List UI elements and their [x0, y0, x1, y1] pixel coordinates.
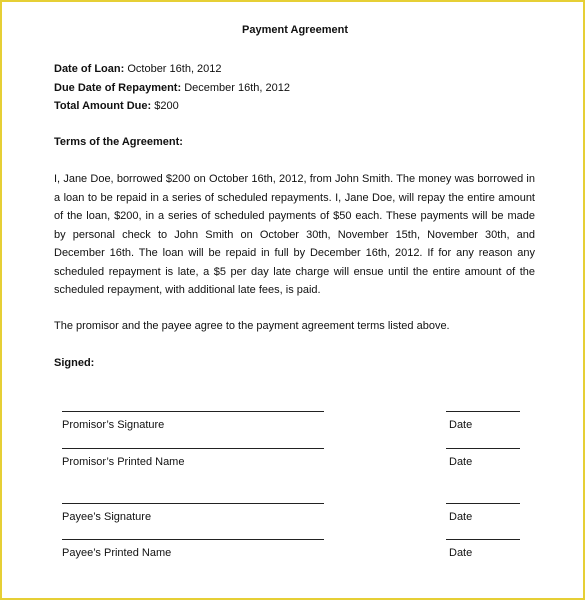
document-title: Payment Agreement	[242, 24, 348, 36]
signature-line	[62, 503, 324, 504]
terms-body: I, Jane Doe, borrowed $200 on October 16th, 2012, from John Smith. The money was borrowed in a loan to be repaid in a series of scheduled repayments. I, Jane Doe, will repay the entire amount of the loan, $200, in a series of scheduled payments of $50 each. These payments will be made by personal check to John Smith on October 30th, November 15th, November 30th, and December 16th. The loan will be repaid in full by December 16th, 2012. If for any reason any scheduled repayment is late, a $5 per day late charge will ensue until the entire amount of the scheduled repayment, with additional late fees, is paid.	[54, 173, 535, 296]
field-due-date	[54, 81, 290, 95]
date-label: Date	[449, 547, 473, 559]
date-label: Date	[449, 511, 473, 523]
field-date-of-loan	[54, 62, 222, 76]
date-label: Date	[449, 419, 473, 431]
field-label: Due Date of Repayment:	[54, 82, 182, 94]
promisor-printed-name-label: Promisor’s Printed Name	[62, 456, 185, 468]
terms-heading: Terms of the Agreement:	[54, 136, 183, 148]
payee-printed-name-label: Payee’s Printed Name	[62, 547, 172, 559]
field-total-amount	[54, 99, 179, 113]
payee-signature-label: Payee’s Signature	[62, 511, 152, 523]
field-label: Date of Loan:	[54, 63, 125, 75]
date-line	[446, 539, 520, 540]
field-value: December 16th, 2012	[184, 82, 290, 94]
field-value: $200	[154, 100, 179, 112]
field-value: October 16th, 2012	[127, 63, 222, 75]
date-line	[446, 503, 520, 504]
date-label: Date	[449, 456, 473, 468]
date-line	[446, 411, 520, 412]
signed-label: Signed:	[54, 357, 95, 369]
signature-line	[62, 411, 324, 412]
field-label: Total Amount Due:	[54, 100, 152, 112]
promisor-signature-label: Promisor’s Signature	[62, 419, 165, 431]
signature-line	[62, 539, 324, 540]
date-line	[446, 448, 520, 449]
agreement-statement: The promisor and the payee agree to the payment agreement terms listed above.	[54, 320, 450, 332]
signature-line	[62, 448, 324, 449]
